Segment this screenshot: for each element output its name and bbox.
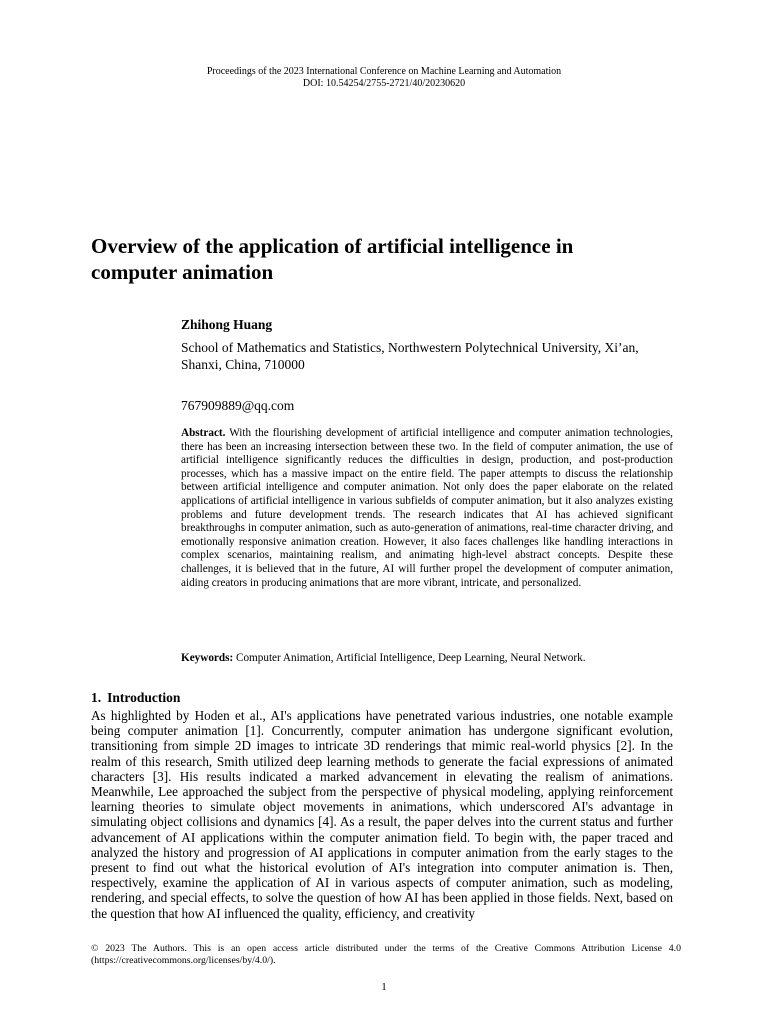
proceedings-line: Proceedings of the 2023 International Conference on Machine Learning and Automation: [206, 66, 562, 77]
author-email: 767909889@qq.com: [181, 398, 295, 413]
running-header: [0, 66, 768, 90]
abstract-text: With the flourishing development of artificial intelligence and computer animation technologies, there has been an increasing intersection between these two. In the field of computer animation, the use of artificial intelligence significantly reduces the difficulties in design, production, and post-production processes, which has a massive impact on the entire field. The paper attempts to discuss the relationship between artificial intelligence and computer animation. Not only does the paper elaborate on the related applications of artificial intelligence in various subfields of computer animation, but it also analyzes existing problems and future development trends. The research indicates that AI has achieved significant breakthroughs in computer animation, such as auto-generation of animations, real-time character driving, and emotionally responsive animation creation. However, it also faces challenges like handling interactions in complex scenarios, maintaining realism, and animating high-level abstract concepts. Despite these challenges, it is believed that in the future, AI will further propel the development of computer animation, aiding creators in producing animations that are more vibrant, intricate, and personalized.: [181, 427, 673, 589]
doi-line: DOI: 10.54254/2755-2721/40/20230620: [302, 78, 466, 89]
keywords: [181, 651, 673, 665]
section-heading-introduction: [91, 690, 180, 706]
author-name: Zhihong Huang: [181, 317, 273, 332]
license-footnote: © 2023 The Authors. This is an open access article distributed under the terms of the Creative Commons Attribution License 4.0 (https://creativecommons.org/licenses/by/4.0/).: [91, 943, 681, 966]
page-number: 1: [381, 981, 387, 993]
abstract: [181, 427, 673, 590]
paper-title: Overview of the application of artificial intelligence in computer animation: [91, 234, 574, 284]
keywords-label: Keywords:: [181, 652, 234, 664]
section-title: Introduction: [107, 690, 181, 705]
section-number: 1.: [91, 690, 102, 705]
author-affiliation: School of Mathematics and Statistics, Northwestern Polytechnical University, Xi’an, Shanxi, China, 710000: [181, 340, 639, 372]
abstract-label: Abstract.: [181, 427, 226, 439]
introduction-body: As highlighted by Hoden et al., AI's applications have penetrated various industries, one notable example being computer animation [1]. Concurrently, computer animation has undergone significant evolution, transitioning from simple 2D images to intricate 3D renderings that mimic real-world physics [2]. In the realm of this research, Smith utilized deep learning methods to generate the facial expressions of animated characters [3]. His results indicated a marked advancement in elevating the realism of animations. Meanwhile, Lee approached the subject from the perspective of physical modeling, applying reinforcement learning theories to simulate object movements in animations, which underscored AI's advantage in simulating object collisions and dynamics [4]. As a result, the paper delves into the current status and further advancement of AI applications within the computer animation field. To begin with, the paper traced and analyzed the history and progression of AI applications in computer animation from the early stages to the present to find out what the historical evolution of AI's integration into computer animation is. Then, respectively, examine the application of AI in various aspects of computer animation, such as modeling, rendering, and special effects, to solve the question of how AI has been applied in those fields. Next, based on the question that how AI influenced the quality, efficiency, and creativity: [91, 708, 673, 921]
keywords-text: Computer Animation, Artificial Intelligence, Deep Learning, Neural Network.: [236, 652, 586, 664]
